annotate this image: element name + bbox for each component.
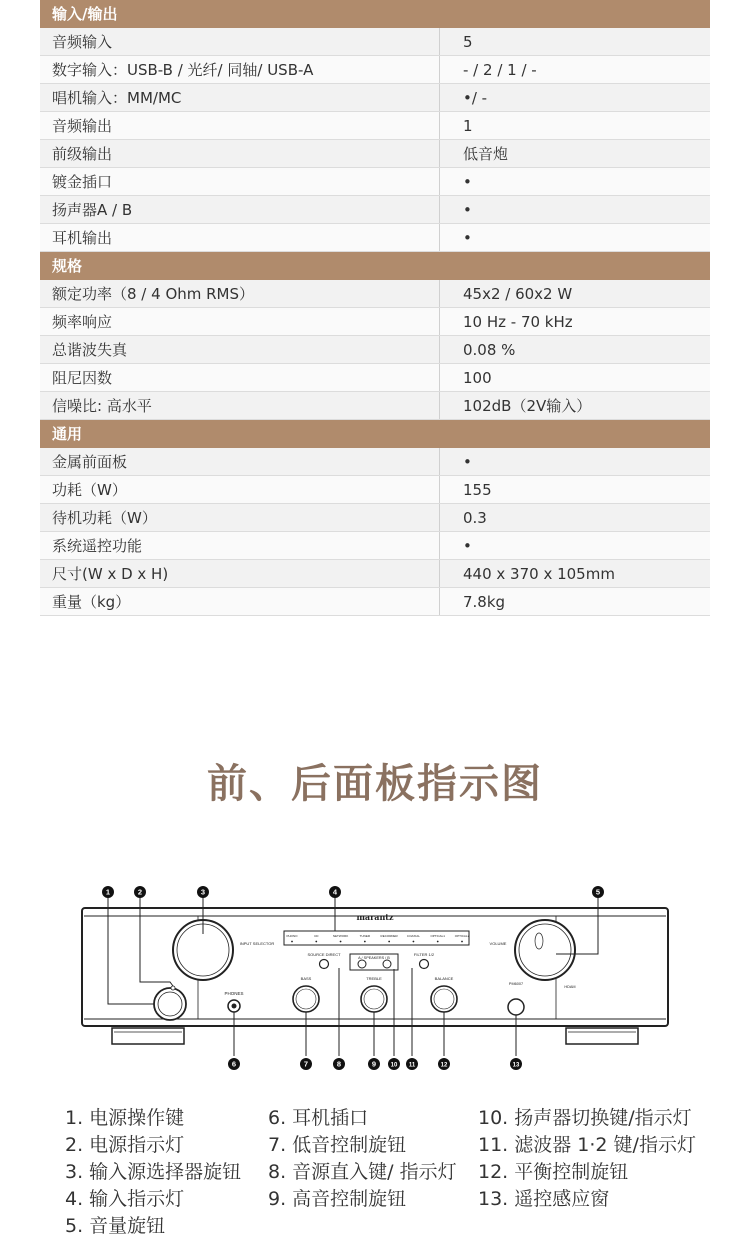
spec-value: •/ - bbox=[463, 89, 488, 107]
spec-label: 音频输入 bbox=[40, 28, 440, 55]
spec-label: 数字输入：USB-B / 光纤/ 同轴/ USB-A bbox=[40, 56, 440, 83]
callout-number: 7 bbox=[303, 1059, 309, 1069]
legend-item: 9. 高音控制旋钮 bbox=[268, 1188, 407, 1210]
source-direct-label: SOURCE DIRECT bbox=[307, 952, 341, 957]
spec-value: 440 x 370 x 105mm bbox=[463, 565, 615, 583]
legend-item: 13. 遥控感应窗 bbox=[478, 1188, 610, 1210]
treble-label: TREBLE bbox=[366, 976, 382, 981]
legend-item: 2. 电源指示灯 bbox=[65, 1134, 185, 1156]
spec-value: 10 Hz - 70 kHz bbox=[463, 313, 573, 331]
legend bbox=[65, 1105, 725, 1245]
input-indicator-label: OPTICAL1 bbox=[430, 934, 445, 938]
input-indicator-led bbox=[315, 941, 317, 943]
input-indicator-led bbox=[291, 941, 293, 943]
section-header: 规格 bbox=[40, 252, 710, 280]
input-indicator-label: TUNER bbox=[359, 934, 371, 938]
legend-item: 10. 扬声器切换键/指示灯 bbox=[478, 1107, 692, 1129]
callout-number: 3 bbox=[200, 887, 206, 897]
spec-label: 总谐波失真 bbox=[40, 336, 440, 363]
callout-number: 9 bbox=[371, 1059, 377, 1069]
table-row bbox=[40, 560, 710, 588]
filter-button bbox=[420, 960, 429, 969]
spec-label: 金属前面板 bbox=[40, 448, 440, 475]
spec-value: 5 bbox=[463, 33, 473, 51]
model-label: PM6007 bbox=[508, 982, 524, 986]
volume-knob bbox=[515, 920, 575, 980]
legend-item: 1. 电源操作键 bbox=[65, 1107, 185, 1129]
spec-value: 低音炮 bbox=[463, 145, 509, 163]
callout-number: 8 bbox=[336, 1059, 342, 1069]
input-selector-label: INPUT SELECTOR bbox=[239, 941, 275, 946]
callout-number: 10 bbox=[390, 1062, 398, 1069]
spec-value: • bbox=[463, 173, 472, 191]
spec-table bbox=[40, 0, 710, 616]
spec-label: 待机功耗（W） bbox=[40, 504, 440, 531]
spec-label: 前级输出 bbox=[40, 140, 440, 167]
table-row bbox=[40, 168, 710, 196]
input-indicator-label: OPTICAL2 bbox=[454, 934, 470, 938]
section-header: 输入/输出 bbox=[40, 0, 710, 28]
spec-label: 功耗（W） bbox=[40, 476, 440, 503]
spec-value: 45x2 / 60x2 W bbox=[463, 285, 573, 303]
speaker-a-button bbox=[358, 960, 366, 968]
spec-value: 0.08 % bbox=[463, 341, 516, 359]
balance-knob bbox=[431, 986, 457, 1012]
legend-item: 12. 平衡控制旋钮 bbox=[478, 1161, 629, 1183]
spec-label: 频率响应 bbox=[40, 308, 440, 335]
input-indicator-label: PHONO bbox=[286, 934, 298, 938]
spec-label: 阻尼因数 bbox=[40, 364, 440, 391]
hdam-label: HDAM bbox=[564, 985, 576, 989]
table-row bbox=[40, 336, 710, 364]
input-indicator-led bbox=[437, 941, 439, 943]
table-row bbox=[40, 448, 710, 476]
input-indicator-led bbox=[388, 941, 390, 943]
input-indicator-led bbox=[413, 941, 415, 943]
input-indicator-led bbox=[461, 941, 463, 943]
spec-label: 系统遥控功能 bbox=[40, 532, 440, 559]
right-foot bbox=[566, 1028, 638, 1044]
spec-value: 7.8kg bbox=[463, 593, 506, 611]
input-indicator-label: NETWORK bbox=[332, 934, 349, 938]
callout-number: 1 bbox=[105, 887, 111, 897]
section-rows bbox=[40, 28, 710, 252]
table-row bbox=[40, 28, 710, 56]
spec-label: 耳机输出 bbox=[40, 224, 440, 251]
source-direct-button bbox=[320, 960, 329, 969]
power-button bbox=[154, 988, 186, 1020]
section-header: 通用 bbox=[40, 420, 710, 448]
spec-value: • bbox=[463, 201, 472, 219]
callout-number: 13 bbox=[512, 1062, 520, 1069]
callout-number: 6 bbox=[231, 1059, 237, 1069]
spec-value: • bbox=[463, 229, 472, 247]
legend-item: 3. 输入源选择器旋钮 bbox=[65, 1161, 242, 1183]
power-indicator bbox=[171, 986, 175, 990]
balance-label: BALANCE bbox=[434, 976, 454, 981]
callout-number: 4 bbox=[332, 887, 338, 897]
filter-label: FILTER 1/2 bbox=[413, 952, 435, 957]
spec-label: 扬声器A / B bbox=[40, 196, 440, 223]
treble-knob bbox=[361, 986, 387, 1012]
phones-label: PHONES bbox=[224, 991, 244, 996]
spec-value: 100 bbox=[463, 369, 492, 387]
table-row bbox=[40, 308, 710, 336]
table-row bbox=[40, 476, 710, 504]
spec-value: 1 bbox=[463, 117, 473, 135]
callout-number: 2 bbox=[137, 887, 143, 897]
table-row bbox=[40, 196, 710, 224]
table-row bbox=[40, 364, 710, 392]
callout-number: 12 bbox=[440, 1062, 448, 1069]
legend-item: 4. 输入指示灯 bbox=[65, 1188, 185, 1210]
spec-label: 唱机输入：MM/MC bbox=[40, 84, 440, 111]
input-indicator-led bbox=[340, 941, 342, 943]
spec-label: 额定功率（8 / 4 Ohm RMS） bbox=[40, 280, 440, 307]
input-indicator-label: RECORDER bbox=[380, 934, 398, 938]
table-row bbox=[40, 112, 710, 140]
speaker-b-button bbox=[383, 960, 391, 968]
table-row bbox=[40, 56, 710, 84]
legend-item: 11. 滤波器 1·2 键/指示灯 bbox=[478, 1134, 696, 1156]
input-indicator-label: CD bbox=[314, 934, 319, 938]
spec-label: 镀金插口 bbox=[40, 168, 440, 195]
left-foot bbox=[112, 1028, 184, 1044]
bass-knob bbox=[293, 986, 319, 1012]
table-row bbox=[40, 588, 710, 616]
section-rows bbox=[40, 448, 710, 616]
spec-value: 102dB（2V输入） bbox=[463, 397, 592, 415]
table-row bbox=[40, 504, 710, 532]
spec-value: - / 2 / 1 / - bbox=[463, 61, 537, 79]
input-indicator-led bbox=[364, 941, 366, 943]
input-indicator-label: COAXIAL bbox=[406, 934, 420, 938]
spec-value: 0.3 bbox=[463, 509, 487, 527]
table-row bbox=[40, 392, 710, 420]
speakers-label: A / SPEAKERS / B bbox=[358, 956, 390, 960]
table-row bbox=[40, 224, 710, 252]
legend-item: 6. 耳机插口 bbox=[268, 1107, 369, 1129]
callout-number: 5 bbox=[595, 887, 601, 897]
brand-logo: marantz bbox=[356, 912, 394, 922]
panel-title: 前、后面板指示图 bbox=[207, 761, 543, 807]
table-row bbox=[40, 532, 710, 560]
volume-label: VOLUME bbox=[489, 941, 507, 946]
spec-label: 信噪比: 高水平 bbox=[40, 392, 440, 419]
spec-label: 音频输出 bbox=[40, 112, 440, 139]
spec-label: 尺寸(W x D x H) bbox=[40, 560, 440, 587]
bass-label: BASS bbox=[300, 976, 312, 981]
legend-item: 7. 低音控制旋钮 bbox=[268, 1134, 407, 1156]
spec-value: 155 bbox=[463, 481, 492, 499]
legend-item: 5. 音量旋钮 bbox=[65, 1215, 166, 1237]
table-row bbox=[40, 140, 710, 168]
table-row bbox=[40, 280, 710, 308]
amplifier-front-panel-diagram bbox=[70, 882, 680, 1077]
callout-number: 11 bbox=[408, 1062, 416, 1069]
section-rows bbox=[40, 280, 710, 420]
table-row bbox=[40, 84, 710, 112]
remote-sensor bbox=[508, 999, 524, 1015]
spec-value: • bbox=[463, 453, 472, 471]
legend-item: 8. 音源直入键/ 指示灯 bbox=[268, 1161, 457, 1183]
spec-label: 重量（kg） bbox=[40, 588, 440, 615]
spec-value: • bbox=[463, 537, 472, 555]
